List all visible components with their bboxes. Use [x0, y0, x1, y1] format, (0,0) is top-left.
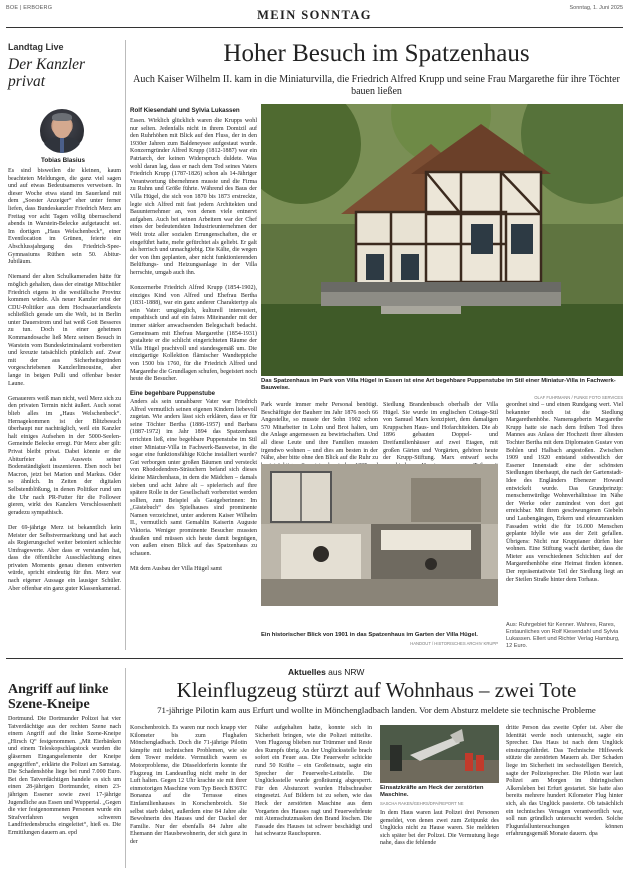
- date-label: Sonntag, 1. Juni 2025: [569, 5, 623, 11]
- main-byline: Rolf Kiesendahl und Sylvia Lukassen: [130, 107, 240, 114]
- bottom-col-3: [380, 810, 499, 848]
- bottom-photo-caption: Einsatzkräfte am Heck der zerstörten Maschine.: [380, 785, 484, 799]
- historic-room-illustration: [261, 464, 498, 606]
- crash-scene-illustration: [380, 725, 499, 783]
- main-headline: Hoher Besuch im Spatzenhaus: [223, 40, 530, 67]
- bottom-left-paragraph: Dortmund. Die Dortmunder Polizei hat vier Tatverdächtige aus der rechten Szene nach einem Angriff auf die linke Szene-Kneipe „Hirsch Q“ festgenommen. „Mit Eierbänken und einem Teleskopschlagstock wurden die gläsernen Eingangselemente der Kneipe angegriffen“, erklärte die Polizei am Samstag. Die Schadenshöhe liege bei rund 7.000 Euro. Bei den Tatverdächtigen handele es sich um einen 28-jährigen Dortmunder, einen 23-jährigen Essener sowie zwei 17-jährige Jugendliche aus Essen und Wuppertal. „Gegen die vier festgenommenen Personen wurde ein Strafverfahren wegen schweren Landfriedensbruchs eingeleitet“, hieß es. Die Ermittlungen dauern an. epd: [8, 716, 121, 836]
- historic-photo: [261, 464, 498, 606]
- column-body: [8, 168, 121, 593]
- main-photo-caption: Das Spatzenhaus im Park von Villa Hügel in Essen ist eine Art begehbare Puppenstube im Stil einer Miniatur-Villa in Fachwerk-Bauweise.: [261, 378, 616, 392]
- bottom-photo: [380, 725, 499, 783]
- bottom-left-headline: Angriff auf linke Szene-Kneipe: [8, 682, 109, 712]
- main-paragraph: Siedlung Brandenbusch oberhalb der Villa Hügel. Sie wurde im englischen Cottage-Stil von Samuel Marx konzipiert, dem damaligen Kruppschen Haus- und Hofarchitekten. Die ab 1896 gebauten Doppel- und Dreifamilienhäuser auf zwei Etagen, mit großen Gärten und Vorgärten, gehören heute der Krupp-Stiftung. Marx entwarf sechs: [383, 402, 498, 462]
- bottom-deck: 71-jährige Pilotin kam aus Erfurt und wollte in Mönchengladbach landen. Vor dem Absturz meldete sie technische Probleme: [157, 705, 596, 715]
- column-author: Tobias Blasius: [41, 157, 85, 164]
- main-deck: Auch Kaiser Wilhelm II. kam in die Miniaturvilla, die Friedrich Alfred Krupp und seine Frau Margarethe für ihre Töchter bauen ließen: [133, 74, 620, 97]
- column-paragraph: Niemand der alten Schulkameraden hätte für möglich gehalten, dass der einstige Mitschüler Friedrich eigens in die westfälische Provinz kommen würde. Als neuer Kanzler reist der CDU-Politiker aus dem Hochsauerlandkreis schließlich gerade um die Welt, ist in Berlin unter Dauerstrom und hat weiß Gott Besseres zu tun. Doch in einer geheimen Kommandosache ließ Merz seinen Besuch in Warstein vom Bundeskriminalamt vorbereiten und kreuzte tatsächlich pünktlich auf. Zwar mit der aus Sicherheitsgründen vorgeschriebenen Kanzlerlimousine, aber lange in beigen Pulli und offenbar bester Laune.: [8, 274, 121, 387]
- main-paragraph: Anders als sein unnahbarer Vater war Friedrich Alfred vermutlich seinen eigenen Kindern liebevoll zugetan. Wie anders lässt sich erklären, dass er für seine Töchter Bertha (1886-1957) und Barbara (1887-1972) im Jahr 1894 das Spatzenhaus errichten ließ, eine begehbare Puppenstube im Stil einer Miniatur-Villa in Fachwerk-Bauweise, in die sogar eine funktionsfähige Küche installiert wurde? Gut verborgen unter großen Bäumen und versteckt von Rhododendren-Sträuchern befand sich dieses kleine Märchenhaus, in dem die Mädchen – damals sieben und acht Jahre alt – spielerisch auf ihre spätere Rolle in der Gesellschaft vorbereitet werden sollten, zum Beispiel als Gastgeberinnen: Im „Gästebuch“ des Spielhauses sind prominente Namen verzeichnet, unter anderem Kaiser Wilhelm II., vermutlich samt Gemahlin Kaiserin Auguste Viktoria. Weniger prominente Besucher mussten draußen und müssen sich heute damit begnügen, von außen einen Blick auf das Spatzenhaus zu schauen.: [130, 398, 257, 557]
- publication-label: BOE | ERBOERG: [6, 5, 53, 11]
- main-paragraph: Park wurde immer mehr Personal benötigt. Beschäftigte der Bauherr im Jahr 1876 noch 66 Angestellte, so musste der Sohn 1902 schon 570 Mitarbeiter in Lohn und Brot halten, um die Anlage angemessen zu bewirtschaften. Und all diese Leute und ihre Familien mussten irgendwo wohnen – und dies am besten in der Nähe, aber bitte ohne den Blick auf die Ruhr zu: [261, 402, 378, 462]
- bottom-paragraph: In dem Haus waren laut Polizei drei Personen gemeldet, von denen zwei zum Zeitpunkt des Unglücks nicht zu Hause waren. Sie meldeten sich später bei der Polizei. Die Vermutung liege nahe, dass die fehlende: [380, 810, 499, 847]
- main-subhead: Eine begehbare Puppenstube: [130, 391, 216, 398]
- aktuelles-label: [288, 667, 364, 677]
- main-photo: [261, 104, 623, 376]
- book-info: Aus: Ruhrgebiet für Kenner. Wahres, Rares, Erstaunliches von Rolf Kiesendahl und Sylvia Lukassen. Ellert und Richter Verlag Hamburg, 12 Euro.: [506, 622, 620, 649]
- historic-photo-credit: HANDOUT / HISTORISCHES ARCHIV KRUPP: [410, 641, 498, 646]
- section-title: MEIN SONNTAG: [257, 8, 372, 22]
- column-paragraph: Es sind bisweilen die kleinen, kaum beachteten Meldungen, die ganz viel sagen und auf etwas Bedeutsameres verweisen. In dieser Woche etwa stand im Sauerland mit dem „Soester Anzeiger“ eher unter ferner liefen, dass Bundeskanzler Friedrich Merz am Freitag vor acht Tagen völlig überraschend abends in Warstein-Belecke aufgetaucht sei. Im dortigen „Haus Welschenbeck“, einer Eventlocation im Grünen, feierte ein Abschlussjahrgang des Friedrich-Spee-Gymnasiums Rüthen sein 50. Abitur-Jubiläum.: [8, 168, 121, 266]
- spatzenhaus-illustration: [261, 104, 623, 376]
- main-col-1: [130, 118, 257, 574]
- column-paragraph: Der 69-jährige Merz ist bekanntlich kein Meister der Selbstvermarktung und hat auch als Regierungschef weiter betoniert schlechte Umfragewerte. Aber dass er verstanden hat, dass die öffentliche Ausschlachtung eines privaten Moments genau dienen entwerten würde, spricht eindeutig für ihn. Merz war nach eigener Aussage ein lausiger Schüler. Aber offenbar ein ganz guter Klassenkamerad.: [8, 524, 121, 592]
- aktuelles-rest: aus NRW: [325, 667, 365, 677]
- section-rule: [6, 27, 623, 28]
- main-paragraph: Essen. Wirklich glücklich waren die Krupps wohl nur selten. Jedenfalls nicht in ihrem Domizil auf den Ruhrhöhen mit Blick auf den Fluss, der in den 1930er Jahren zum Baldeneysee aufgestaut wurde. Konzerngründer Alfred Krupp (1812-1887) war ein Patriarch, der keinen Widerspruch duldete. Was wohl daran lag, dass er nach dem Tod seines Vaters Friedrich Krupp (1787-1826) schon als 14-Jähriger Verantwortung übernehmen musste und die Firma zu Ruhm und Größe führte. Während des Baus der Villa Hügel, die sich von 1870 bis 1873 erstreckte, legte sich Alfred mit fast jedem Architekten und Bauunternehmer an, von denen viele entnervt aufgaben. Auch bei seinen Arbeitern war der Chef eines der bedeutendsten Industrieunternehmen der Welt trotz aller sozialen Errungenschaften, die er eingeführt hatte, mehr gefürchtet als geliebt. Er galt als herrisch und unnachgiebig. Die Kälte, die wegen der von ihm geplanten, aber nicht funktionierenden Belüftungs- und Heizungsanlage in der Villa herrschte, umgab auch ihn.: [130, 118, 257, 276]
- page-divider: [6, 658, 623, 659]
- author-avatar: [40, 109, 84, 153]
- bottom-col-2: [255, 725, 372, 839]
- bottom-headline: Kleinflugzeug stürzt auf Wohnhaus – zwei Tote: [176, 678, 577, 702]
- bottom-col-4: [506, 725, 623, 839]
- main-paragraph: geordnet sind – und einen Rundgang wert. Viel bekannter noch ist die Siedlung Margarethenhöhe. Namensgeberin Margarethe Krupp hatte sie nach dem frühen Tod ihres Mannes aus Anlass der Hochzeit ihrer ältesten Tochter Bertha mit dem Diplomaten Gustav von Bohlen und Halbach angestoßen. Zwischen 1909 und 1920 entstand südwestlich der Essener Innenstadt eine der schönsten Siedlungen überhaupt, die nach der Gartenstadt-Idee des Engländers Ebenezer Howard entwickelt wurde. Das Grundprinzip: menschenwürdige Wohnverhältnisse im Nähe der Werke oder zumindest von dort gut erreichbar. Mit ihren geschwungenen Giebeln und Laubengängen, Erkern und efeuumrankten Fassaden wirkt die für 16.000 Menschen geplante Idylle wie aus der Zeit gefallen. Übrigens: Nicht nur Kruppianer dürfen hier wohnen. Eine Stiftung wacht darüber, dass die Mieter aus verschiedenen Schichten auf der Margarethenhöhe eine Heimat finden können. Der repräsentativste Teil der Siedlung liegt an der Steilen Straße hinter dem Torhaus.: [506, 402, 623, 583]
- column-title: Der Kanzler privat: [8, 56, 86, 90]
- bottom-paragraph: Korschenbroich. Es waren nur noch knapp vier Kilometer bis zum Flughafen Mönchengladbach. Doch die 71-jährige Pilotin kämpfte mit technischen Problemen, wie sie dem Tower meldete. Vermutlich waren es Motorprobleme, die Düsseldorferin konnte ihr Flugzeug im Landeanflug nicht mehr in der Luft halten. Gegen 12 Uhr krachte sie mit ihrer einmotorigen Maschine vom Typ Beech B36TC Bonanza auf die Terrasse eines Einfamilienhauses in Korschenbroich. Sie selbst starb dabei, außerdem eine 84 Jahre alte Bewohnerin des Hauses und der Dackel der Familie. Nur der ebenfalls 84 Jahre alte Ehemann der Hausbewohnerin, der sich ganz in der: [130, 725, 247, 845]
- bottom-divider: [125, 668, 126, 868]
- column-kicker: Landtag Live: [8, 42, 64, 52]
- aktuelles-bold: Aktuelles: [288, 667, 326, 677]
- bottom-left-body: [8, 716, 121, 838]
- bottom-col-1: [130, 725, 247, 847]
- historic-photo-caption: Ein historischer Blick von 1901 in das Spatzenhaus im Garten der Villa Hügel.: [261, 632, 478, 638]
- main-col-5: [506, 402, 623, 584]
- main-photo-credit: OLAF FUHRMANN / FUNKE FOTO SERVICES: [534, 395, 623, 400]
- main-paragraph: Mit dem Ausbau der Villa Hügel samt: [130, 566, 222, 573]
- column-paragraph: Genauerers weiß man nicht, weil Merz sich zu den privaten Termin nicht äußert. Auch sonst blieb alles im „Haus Welschenbeck“. Hernagekommen ist der Blitzbesuch überhaupt nur nachträglich, weil ein Kanzler halt einiges Aufsehen in der 5000-Seelen-Gemeinde Belecke erregt. Für Merz aber gilt: Privat bleibt privat. Dabei könnte er die Abiturfeier als Ausweis seiner Bodenständigkeit inszenieren. Eben noch bei Macron, jetzt bei Marion und Markus. Oder so ähnlich. In Zeiten der digitalen Selbstentblößung, in denen Politiker rund um die Uhr nach PR-Futter für die Follower gieren, wirkt des Kanzlers Verschlossenheit geradezu sympathisch.: [8, 395, 121, 516]
- bottom-paragraph: Nähe aufgehalten hatte, konnte sich in Sicherheit bringen, wie die Polizei mitteilte. Vom Flugzeug blieben nur Trümmer und Reste des Rumpfs übrig. An der Unglücksstelle brach sofort ein Feuer aus. Die Feuerwehr schickte rund 50 Kräfte – ein Großeinsatz, sagte ein Sprecher der Feuerwehr-Leitstelle. Die Unglücksstelle wurde großräumig abgesperrt. Für den Absturzort wurden Hubschrauber eingesetzt. Auf Bildern ist zu sehen, wie das Heck der zerstörten Maschine aus dem Vorgarten des Hauses ragt und Feuerwehrleute mit Atemschutzmasken den Brand löschen. Die Fassade des Hauses ist schwer beschädigt und hat schwarze Rauchspuren.: [255, 725, 372, 838]
- bottom-photo-credit: SASCHA RAKEN/GEHRS/DPA/REPORT NE: [380, 801, 464, 806]
- column-divider: [125, 40, 126, 650]
- bottom-paragraph: dritte Person das zweite Opfer ist. Aber die Identität werde noch untersucht, sagte ein Sprecher. Das Haus ist nach dem Unglück einsturzgefährdet. Das Technische Hilfswerk stützte die zerstörten Mauern ab. Der Schaden liege im Sicherheit im sechsstelligen Bereich, sagte der Polizeisprecher. Die Pilotin war laut Polizei am Morgen im thüringischen Alkersleben bei Erfurt gestartet. Sie hatte also bereits mehrere hundert Kilometer Flug hinter sich, als das Unglück passierte. Ob tatsächlich ein technisches Versagen verantwortlich war, soll nun gründlich untersucht werden. Solche Flugunfalluntersuchungen können erfahrungsgemäß Monate dauern. dpa: [506, 725, 623, 838]
- main-paragraph: Konzernerbe Friedrich Alfred Krupp (1854-1902), einziges Kind von Alfred und Ehefrau Bertha (1831-1888), war ein ganz anderer Charaktertyp als sein Vater: umgänglich, kulturell interessiert, empathisch und auf ein faires Miteinander mit der immer stärker anwachsenden Belegschaft bedacht. Gemeinsam mit Ehefrau Margarethe (1854-1931) gestaltete er die schlicht eingerichteten Räume der Villa Hügel prachtvoll und standesgemäß um. Die einzigartige Kollektion flämischer Wandteppiche von 1500 bis 1760, für die Friedrich Alfred und Margarethe die Grundlagen schufen, begeistert noch heute die Besucher.: [130, 285, 257, 383]
